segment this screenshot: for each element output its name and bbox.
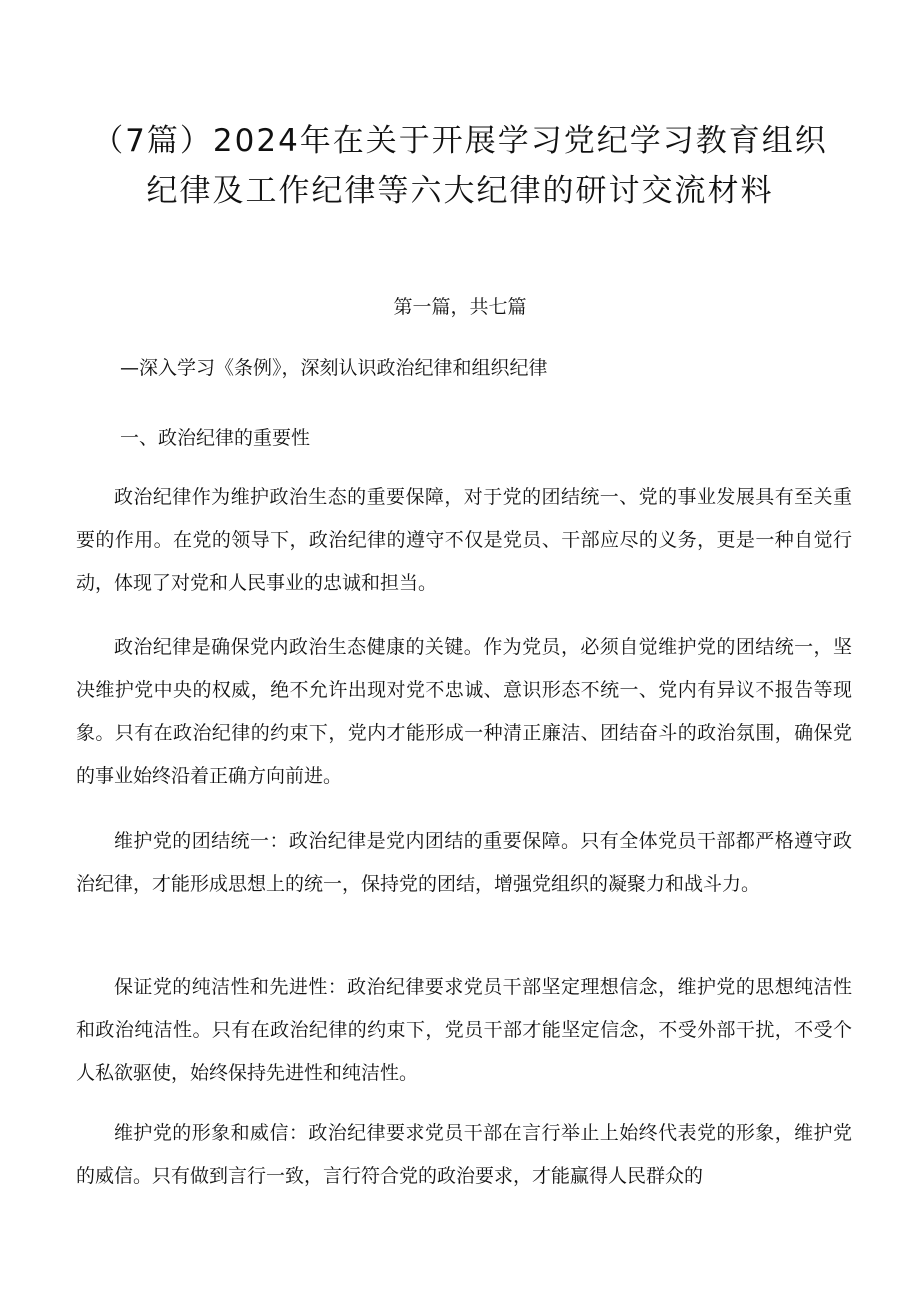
paragraph-5: 维护党的形象和威信：政治纪律要求党员干部在言行举止上始终代表党的形象，维护党的威信。只有做到言行一致，言行符合党的政治要求，才能赢得人民群众的 bbox=[76, 1122, 852, 1187]
part-label: 第一篇，共七篇 bbox=[393, 296, 527, 318]
section-heading: —深入学习《条例》，深刻认识政治纪律和组织纪律 bbox=[120, 357, 548, 379]
paragraph-3: 维护党的团结统一：政治纪律是党内团结的重要保障。只有全体党员干部都严格遵守政治纪律，才能形成思想上的统一，保持党的团结，增强党组织的凝聚力和战斗力。 bbox=[76, 830, 852, 895]
subheading: 一、政治纪律的重要性 bbox=[120, 427, 311, 449]
paragraph-1: 政治纪律作为维护政治生态的重要保障，对于党的团结统一、党的事业发展具有至关重要的作用。在党的领导下，政治纪律的遵守不仅是党员、干部应尽的义务，更是一种自觉行动，体现了对党和人民事业的忠诚和担当。 bbox=[76, 486, 852, 594]
paragraph-4: 保证党的纯洁性和先进性：政治纪律要求党员干部坚定理想信念，维护党的思想纯洁性和政治纯洁性。只有在政治纪律的约束下，党员干部才能坚定信念，不受外部干扰，不受个人私欲驱使，始终保持先进性和纯洁性。 bbox=[76, 976, 852, 1084]
document-title-line-1: （7篇）2024年在关于开展学习党纪学习教育组织 bbox=[92, 123, 828, 159]
document-title-line-2: 纪律及工作纪律等六大纪律的研讨交流材料 bbox=[146, 173, 774, 209]
paragraph-2: 政治纪律是确保党内政治生态健康的关键。作为党员，必须自觉维护党的团结统一，坚决维护党中央的权威，绝不允许出现对党不忠诚、意识形态不统一、党内有异议不报告等现象。只有在政治纪律的约束下，党内才能形成一种清正廉洁、团结奋斗的政治氛围，确保党的事业始终沿着正确方向前进。 bbox=[76, 636, 852, 787]
